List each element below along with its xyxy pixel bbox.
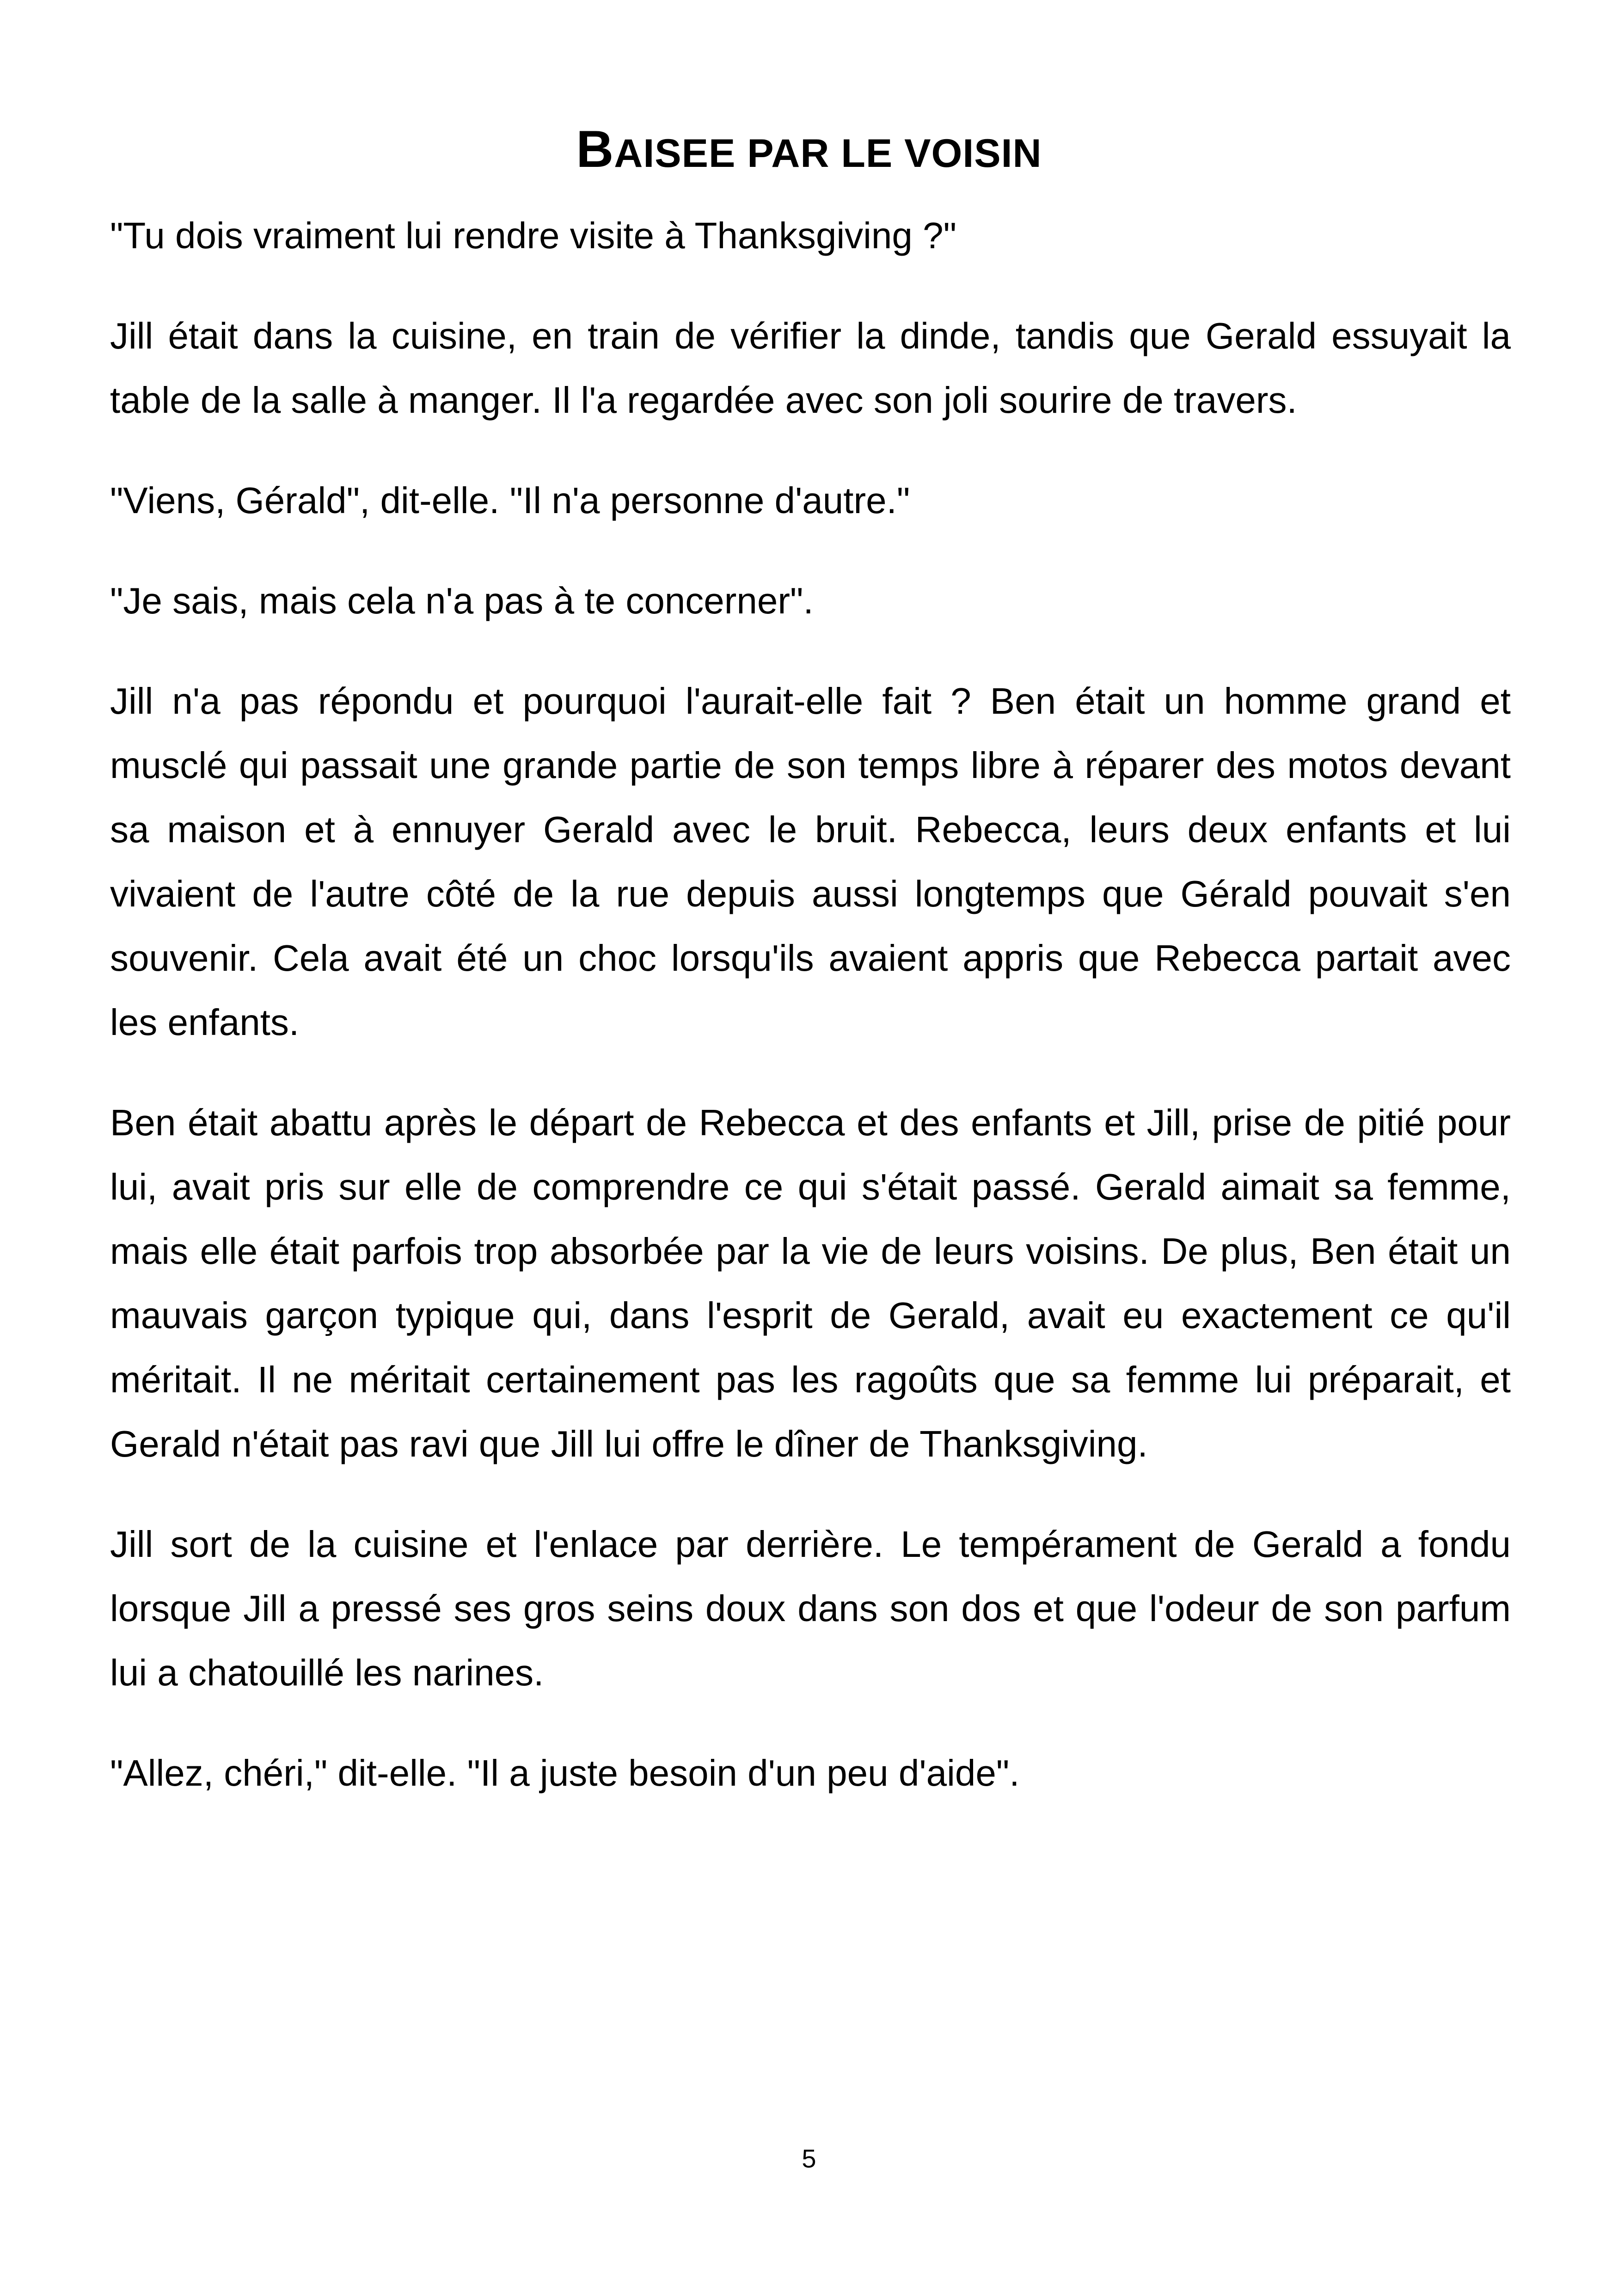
paragraph-7: Jill sort de la cuisine et l'enlace par derrière. Le tempérament de Gerald a fondu lorsque Jill a pressé ses gros seins doux dans son dos et que l'odeur de son parfum lui a chatouillé les narines. bbox=[110, 1524, 1511, 1693]
paragraph-3: "Viens, Gérald", dit-elle. "Il n'a personne d'autre." bbox=[110, 480, 910, 521]
chapter-title-rest: AISEE PAR LE VOISIN bbox=[614, 131, 1042, 176]
paragraph-2: Jill était dans la cuisine, en train de vérifier la dinde, tandis que Gerald essuyait la table de la salle à manger. Il l'a regardée avec son joli sourire de travers. bbox=[110, 315, 1511, 421]
paragraph-8: "Allez, chéri," dit-elle. "Il a juste besoin d'un peu d'aide". bbox=[110, 1752, 1020, 1794]
paragraph-1: "Tu dois vraiment lui rendre visite à Thanksgiving ?" bbox=[110, 215, 956, 256]
chapter-title-initial: B bbox=[576, 120, 614, 178]
paragraph-5: Jill n'a pas répondu et pourquoi l'aurait-elle fait ? Ben était un homme grand et musclé qui passait une grande partie de son temps libre à réparer des motos devant sa maison et à ennuyer Gerald avec le bruit. Rebecca, leurs deux enfants et lui vivaient de l'autre côté de la rue depuis aussi longtemps que Gérald pouvait s'en souvenir. Cela avait été un choc lorsqu'ils avaient appris que Rebecca partait avec les enfants. bbox=[110, 680, 1511, 1043]
paragraph-4: "Je sais, mais cela n'a pas à te concerner". bbox=[110, 580, 814, 621]
body-text bbox=[110, 203, 1511, 1841]
chapter-title bbox=[0, 122, 1618, 181]
paragraph-6: Ben était abattu après le départ de Rebecca et des enfants et Jill, prise de pitié pour lui, avait pris sur elle de comprendre ce qui s'était passé. Gerald aimait sa femme, mais elle était parfois trop absorbée par la vie de leurs voisins. De plus, Ben était un mauvais garçon typique qui, dans l'esprit de Gerald, avait eu exactement ce qu'il méritait. Il ne méritait certainement pas les ragoûts que sa femme lui préparait, et Gerald n'était pas ravi que Jill lui offre le dîner de Thanksgiving. bbox=[110, 1102, 1511, 1464]
page-number: 5 bbox=[802, 2144, 816, 2173]
